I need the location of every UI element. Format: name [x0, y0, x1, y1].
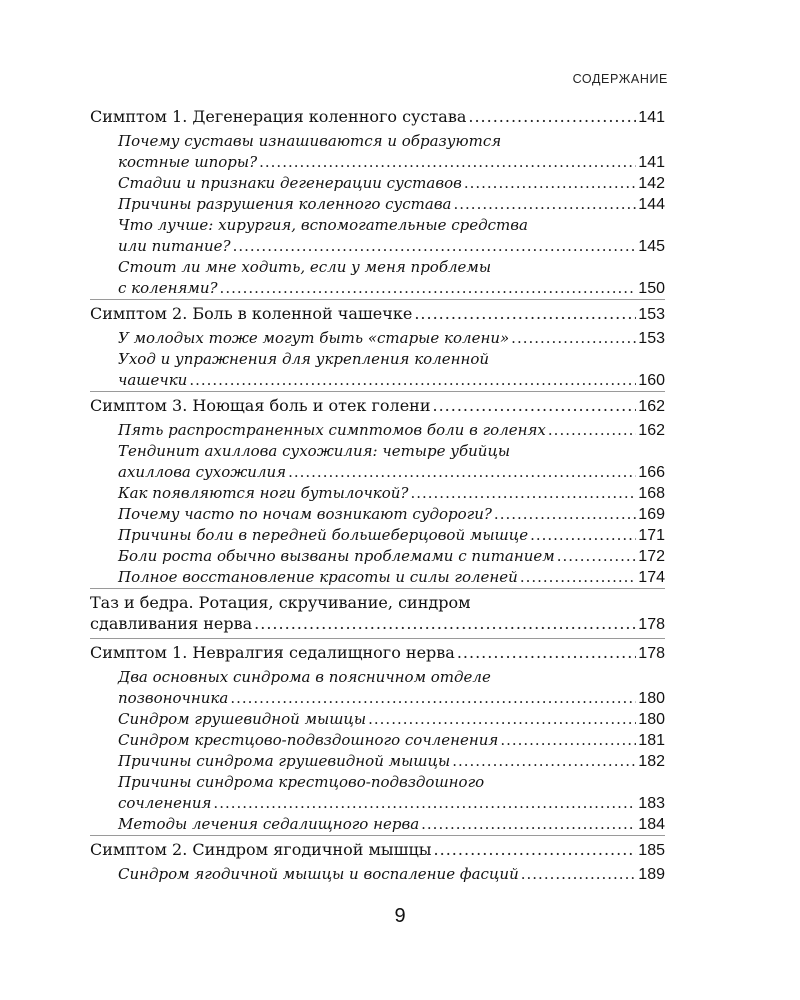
- toc-entry-title: Стадии и признаки дегенерации суставов: [118, 174, 462, 192]
- toc-page-number: 169: [638, 506, 665, 523]
- dot-leader: [500, 730, 636, 751]
- toc-entry-title: Синдром грушевидной мышцы: [118, 710, 367, 728]
- toc-page-number: 185: [638, 842, 665, 859]
- dot-leader: [530, 525, 636, 546]
- toc-section-entry[interactable]: [90, 194, 665, 215]
- toc-section-entry[interactable]: [90, 567, 665, 588]
- dot-leader: [368, 709, 636, 730]
- dot-leader: [259, 152, 636, 173]
- toc-section-entry[interactable]: [90, 525, 665, 546]
- toc-entry-title: Синдром крестцово-подвздошного сочленения: [118, 731, 499, 749]
- dot-leader: [511, 328, 636, 349]
- dot-leader: [230, 688, 636, 709]
- toc-section-entry[interactable]: [90, 215, 665, 257]
- toc-page-number: 145: [638, 238, 665, 255]
- toc-page-number: 153: [638, 306, 665, 323]
- toc-section-entry[interactable]: [90, 349, 665, 391]
- toc-page-number: 160: [638, 372, 665, 389]
- dot-leader: [213, 793, 636, 814]
- toc-section-entry[interactable]: [90, 751, 665, 772]
- table-of-contents: [90, 103, 665, 885]
- dot-leader: [520, 567, 636, 588]
- dot-leader: [454, 194, 637, 215]
- toc-page-number: 184: [638, 816, 665, 833]
- toc-entry-title: Почему суставы изнашиваются и образуются: [118, 132, 502, 150]
- page-number: 9: [394, 905, 406, 927]
- toc-page-number: 172: [638, 548, 665, 565]
- toc-entry-title: Синдром ягодичной мышцы и воспаление фасций: [118, 865, 519, 883]
- toc-page-number: 171: [638, 527, 665, 544]
- toc-section-entry[interactable]: [90, 504, 665, 525]
- dot-leader: [452, 751, 636, 772]
- toc-entry-title: Симптом 1. Невралгия седалищного нерва: [90, 643, 455, 662]
- toc-page-number: 189: [638, 866, 665, 883]
- toc-entry-title: сдавливания нерва: [90, 614, 253, 633]
- dot-leader: [421, 814, 636, 835]
- toc-entry-title: Уход и упражнения для укрепления коленной: [118, 350, 490, 368]
- toc-entry-title: Тендинит ахиллова сухожилия: четыре убийцы: [118, 442, 511, 460]
- toc-section-entry[interactable]: [90, 483, 665, 504]
- toc-entry-title: ахиллова сухожилия: [118, 463, 287, 481]
- toc-page-number: 150: [638, 280, 665, 297]
- dot-leader: [410, 483, 636, 504]
- dot-leader: [557, 546, 637, 567]
- toc-entry-title: Симптом 2. Боль в коленной чашечке: [90, 304, 413, 323]
- toc-section-entry[interactable]: [90, 441, 665, 483]
- toc-entry-title: Симптом 2. Синдром ягодичной мышцы: [90, 840, 432, 859]
- toc-page-number: 182: [638, 753, 665, 770]
- toc-entry-title: костные шпоры?: [118, 153, 258, 171]
- toc-page-number: 181: [638, 732, 665, 749]
- dot-leader: [432, 395, 636, 416]
- toc-page-number: 162: [638, 398, 665, 415]
- toc-section-entry[interactable]: [90, 667, 665, 709]
- toc-entry-title: позвоночника: [118, 689, 229, 707]
- toc-chapter-entry[interactable]: [90, 639, 665, 667]
- toc-page-number: 141: [638, 154, 665, 171]
- toc-entry-title: Причины синдрома грушевидной мышцы: [118, 752, 451, 770]
- toc-entry-title: Методы лечения седалищного нерва: [118, 815, 420, 833]
- toc-page-number: 162: [638, 422, 665, 439]
- toc-entry-title: с коленями?: [118, 279, 218, 297]
- toc-page-number: 180: [638, 690, 665, 707]
- dot-leader: [548, 420, 636, 441]
- toc-chapter-entry[interactable]: [90, 103, 665, 131]
- toc-chapter-entry[interactable]: [90, 392, 665, 420]
- toc-section-entry[interactable]: [90, 709, 665, 730]
- toc-entry-title: Как появляются ноги бутылочкой?: [118, 484, 409, 502]
- toc-entry-title: сочленения: [118, 794, 212, 812]
- toc-section-entry[interactable]: [90, 131, 665, 173]
- running-head: СОДЕРЖАНИЕ: [572, 72, 668, 86]
- toc-chapter-entry[interactable]: [90, 836, 665, 864]
- dot-leader: [521, 864, 637, 885]
- dot-leader: [434, 839, 637, 860]
- toc-section-entry[interactable]: [90, 328, 665, 349]
- toc-page-number: 178: [638, 616, 665, 633]
- toc-page-number: 168: [638, 485, 665, 502]
- toc-page-number: 142: [638, 175, 665, 192]
- toc-section-entry[interactable]: [90, 546, 665, 567]
- dot-leader: [189, 370, 636, 391]
- dot-leader: [254, 613, 636, 634]
- toc-chapter-entry[interactable]: [90, 589, 665, 638]
- dot-leader: [464, 173, 636, 194]
- toc-entry-title: Причины боли в передней большеберцовой мышце: [118, 526, 529, 544]
- toc-entry-title: Почему часто по ночам возникают судороги?: [118, 505, 492, 523]
- toc-section-entry[interactable]: [90, 730, 665, 751]
- toc-chapter-entry[interactable]: [90, 300, 665, 328]
- toc-section-entry[interactable]: [90, 173, 665, 194]
- dot-leader: [220, 278, 637, 299]
- toc-section-entry[interactable]: [90, 814, 665, 835]
- dot-leader: [233, 236, 637, 257]
- dot-leader: [457, 642, 636, 663]
- toc-section-entry[interactable]: [90, 772, 665, 814]
- toc-section-entry[interactable]: [90, 257, 665, 299]
- toc-entry-title: У молодых тоже могут быть «старые колени»: [118, 329, 510, 347]
- toc-entry-title: Пять распространенных симптомов боли в голенях: [118, 421, 546, 439]
- toc-entry-title: Симптом 3. Ноющая боль и отек голени: [90, 396, 431, 415]
- toc-page-number: 180: [638, 711, 665, 728]
- toc-page-number: 144: [638, 196, 665, 213]
- toc-page-number: 166: [638, 464, 665, 481]
- toc-entry-title: Таз и бедра. Ротация, скручивание, синдром: [90, 593, 471, 612]
- toc-entry-title: Боли роста обычно вызваны проблемами с питанием: [118, 547, 555, 565]
- dot-leader: [468, 106, 636, 127]
- toc-entry-title: Полное восстановление красоты и силы голеней: [118, 568, 518, 586]
- toc-page-number: 141: [638, 109, 665, 126]
- toc-entry-title: Стоит ли мне ходить, если у меня проблемы: [118, 258, 492, 276]
- toc-entry-title: Причины синдрома крестцово-подвздошного: [118, 773, 485, 791]
- toc-page-number: 183: [638, 795, 665, 812]
- toc-entry-title: Что лучше: хирургия, вспомогательные средства: [118, 216, 528, 234]
- toc-entry-title: Симптом 1. Дегенерация коленного сустава: [90, 107, 467, 126]
- toc-page-number: 178: [638, 645, 665, 662]
- toc-page-number: 153: [638, 330, 665, 347]
- toc-section-entry[interactable]: [90, 864, 665, 885]
- dot-leader: [288, 462, 636, 483]
- dot-leader: [414, 303, 636, 324]
- toc-entry-title: или питание?: [118, 237, 231, 255]
- toc-entry-title: Два основных синдрома в поясничном отделе: [118, 668, 491, 686]
- dot-leader: [494, 504, 636, 525]
- toc-section-entry[interactable]: [90, 420, 665, 441]
- toc-entry-title: чашечки: [118, 371, 188, 389]
- toc-entry-title: Причины разрушения коленного сустава: [118, 195, 452, 213]
- toc-page-number: 174: [638, 569, 665, 586]
